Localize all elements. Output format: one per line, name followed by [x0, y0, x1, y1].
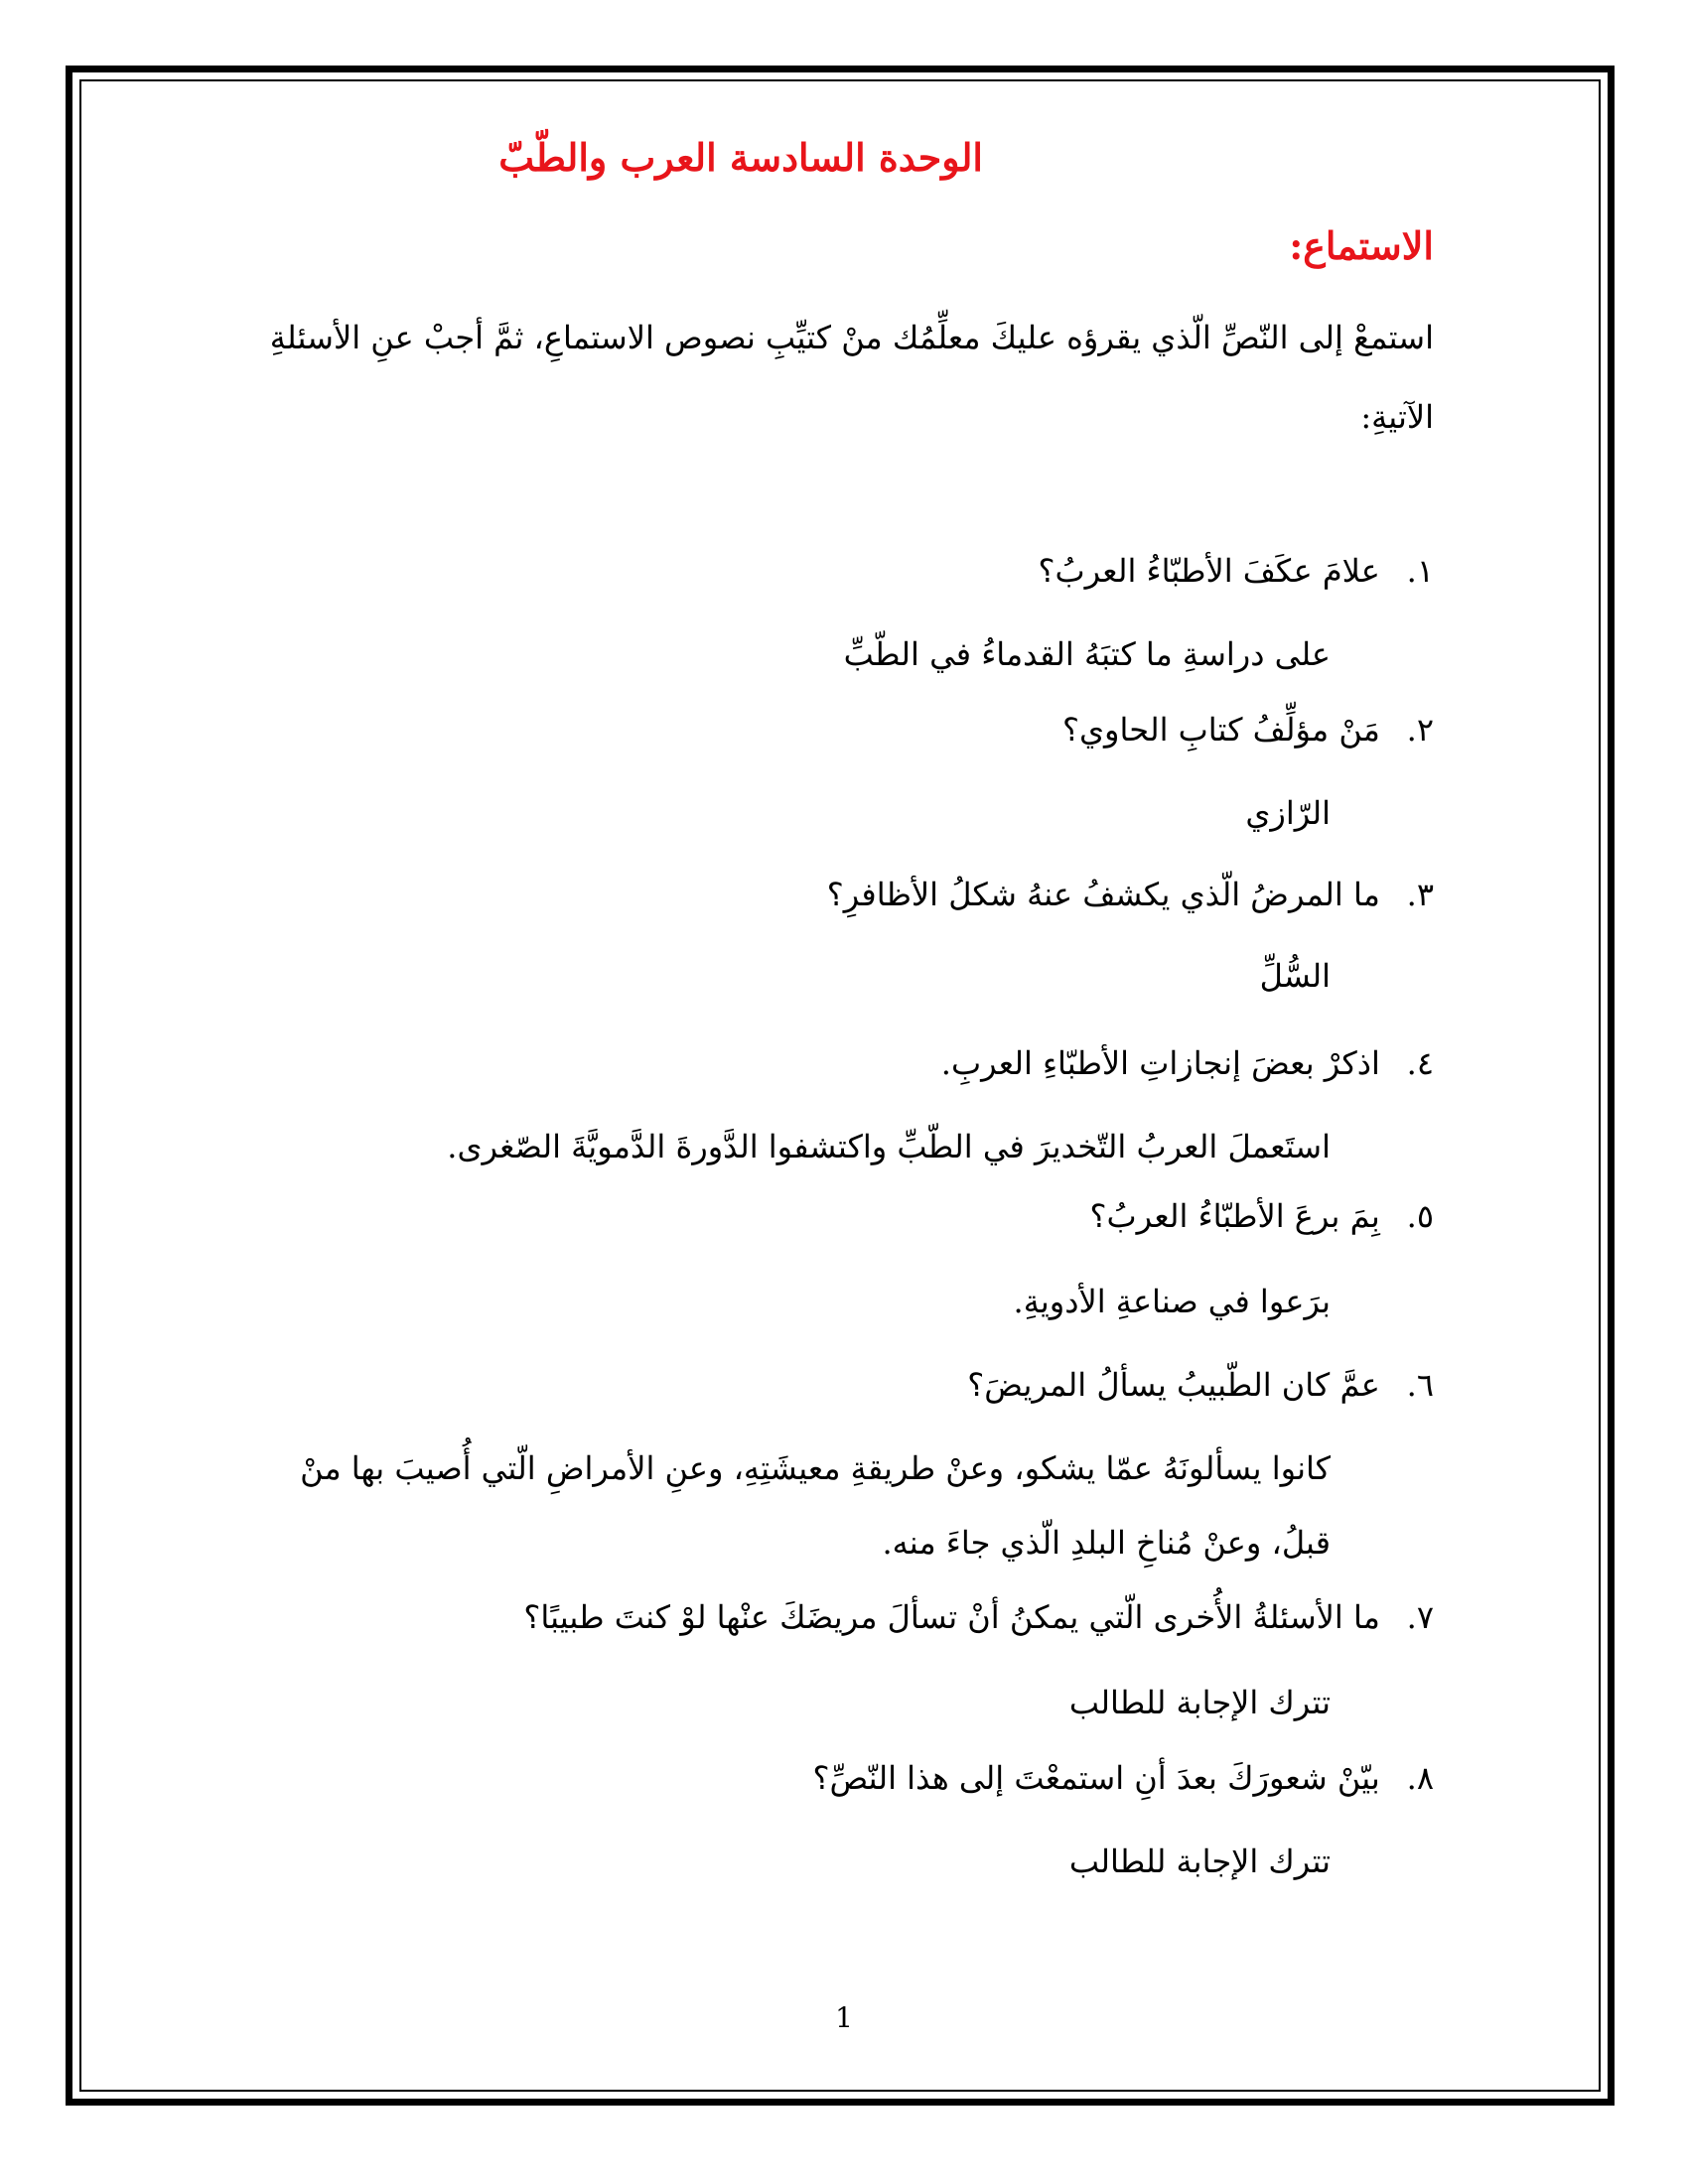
question-number: ٦. — [1406, 1366, 1434, 1404]
answer-5: برَعوا في صناعةِ الأدويةِ. — [1013, 1283, 1331, 1320]
question-number: ٤. — [1406, 1044, 1434, 1082]
question-1 — [1039, 552, 1434, 590]
question-number: ٣. — [1406, 876, 1434, 913]
question-number: ٢. — [1406, 711, 1434, 749]
question-4 — [941, 1044, 1434, 1082]
unit-title: الوحدة السادسة العرب والطّبّ — [498, 135, 983, 180]
answer-4: استَعملَ العربُ التّخديرَ في الطّبِّ واكتشفوا الدَّورةَ الدَّمويَّةَ الصّغرى. — [447, 1128, 1331, 1165]
section-heading: الاستماع: — [1289, 223, 1434, 268]
question-number: ١. — [1406, 552, 1434, 590]
page-number: 1 — [835, 2001, 853, 2034]
question-text: مَنْ مؤلِّفُ كتابِ الحاوي؟ — [1061, 711, 1380, 749]
answer-7: تترك الإجابة للطالب — [1068, 1684, 1331, 1721]
answer-3: السُّلِّ — [1259, 957, 1331, 995]
question-text: ما الأسئلةُ الأُخرى الّتي يمكنُ أنْ تسألَ مريضَكَ عنْها لوْ كنتَ طبيبًا؟ — [523, 1598, 1380, 1636]
question-8 — [812, 1759, 1434, 1797]
question-5 — [1090, 1197, 1434, 1235]
answer-6: كانوا يسألونَهُ عمّا يشكو، وعنْ طريقةِ معيشَتِهِ، وعنِ الأمراضِ الّتي أُصيبَ بها منْ قبلُ، وعنْ مُناخِ البلدِ الّذي جاءَ منه. — [300, 1449, 1331, 1562]
question-number: ٧. — [1406, 1598, 1434, 1636]
question-text: علامَ عكَفَ الأطبّاءُ العربُ؟ — [1038, 552, 1380, 590]
answer-1: على دراسةِ ما كتبَهُ القدماءُ في الطّبِّ — [843, 635, 1331, 673]
question-6 — [967, 1366, 1434, 1404]
question-number: ٥. — [1406, 1197, 1434, 1235]
question-2 — [1062, 711, 1434, 749]
question-text: عمَّ كان الطّبيبُ يسألُ المريضَ؟ — [967, 1366, 1380, 1404]
question-number: ٨. — [1406, 1759, 1434, 1797]
question-3 — [827, 876, 1434, 913]
question-text: بِمَ برعَ الأطبّاءُ العربُ؟ — [1089, 1197, 1380, 1235]
question-text: بيّنْ شعورَكَ بعدَ أنِ استمعْتَ إلى هذا النّصِّ؟ — [812, 1759, 1380, 1797]
question-text: ما المرضُ الّذي يكشفُ عنهُ شكلُ الأظافرِ؟ — [826, 876, 1380, 913]
instruction-text: استمعْ إلى النّصِّ الّذي يقرؤه عليكَ معلِّمُك منْ كتيِّبِ نصوص الاستماعِ، ثمَّ أجبْ عنِ الأسئلةِ الآتيةِ: — [269, 319, 1434, 436]
answer-2: الرّازي — [1245, 794, 1331, 832]
question-text: اذكرْ بعضَ إنجازاتِ الأطبّاءِ العربِ. — [940, 1044, 1380, 1082]
answer-8: تترك الإجابة للطالب — [1068, 1843, 1331, 1880]
question-7 — [523, 1598, 1434, 1636]
